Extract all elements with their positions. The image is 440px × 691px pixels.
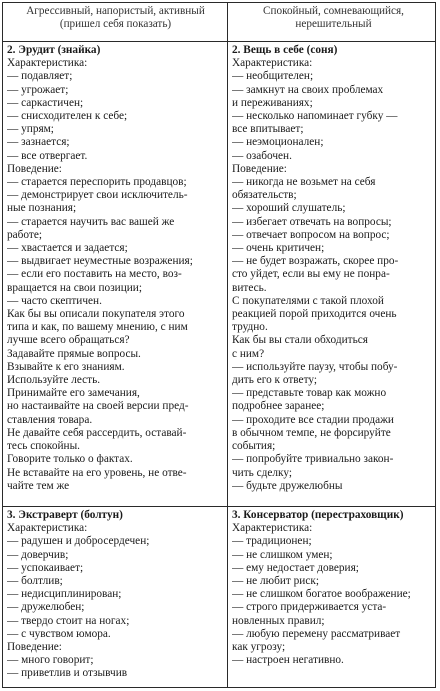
text-line: — озабочен. [232, 149, 292, 162]
text-line: сто уйдет, если вы ему не понра- [232, 268, 390, 281]
text-line: — любую перемену рассматривает [232, 627, 401, 640]
text-line: обязательств; [232, 189, 297, 202]
header-left-line: Агрессивный, напористый, активный [26, 5, 205, 17]
text-line: — ему недостает доверия; [232, 561, 359, 574]
text-line: — не будет возражать, скорее про- [232, 255, 399, 268]
header-right-line: Спокойный, сомневающийся, [263, 5, 404, 17]
text-line: С покупателями с такой плохой [232, 294, 384, 307]
text-line: как угрозу; [232, 641, 286, 654]
text-line: Характеристика: [232, 522, 313, 535]
text-line: трудно. [232, 321, 268, 334]
text-line: — демонстрирует свои исключитель- [7, 189, 188, 202]
section-3-left [7, 509, 224, 681]
text-line: — упрям; [7, 123, 54, 136]
text-line: — дружелюбен; [7, 601, 85, 614]
text-line: — настроен негативно. [232, 654, 344, 667]
text-line: — неэмоционален; [232, 136, 324, 149]
section-title: 3. Консерватор (перестраховщик) [232, 509, 404, 521]
text-line: в обычном темпе, не форсируйте [232, 426, 391, 439]
text-line: — старается научить вас вашей же [7, 215, 175, 228]
section-2-right [232, 44, 435, 493]
header-right [232, 5, 435, 43]
text-line: все впитывает; [232, 123, 304, 136]
text-line: новленных правил; [232, 614, 325, 627]
text-line: — не любит риск; [232, 575, 319, 588]
text-line: типа и как, по вашему мнению, с ним [7, 321, 188, 334]
text-line: Характеристика: [232, 57, 313, 70]
text-line: — твердо стоит на ногах; [7, 614, 130, 627]
text-line: Характеристика: [7, 522, 88, 535]
text-line: — приветлив и отзывчив [7, 667, 128, 680]
header-left-line: (пришел себя показать) [59, 18, 172, 30]
text-line: Как бы вы описали покупателя этого [7, 308, 185, 321]
section-divider [3, 506, 435, 507]
text-line: — зазнается; [7, 136, 70, 149]
text-line: — подавляет; [7, 70, 73, 83]
text-line: — избегает отвечать на вопросы; [232, 215, 392, 228]
document-table [2, 2, 436, 688]
text-line: — радушен и добросердечен; [7, 535, 150, 548]
text-line: — используйте паузу, чтобы побу- [232, 360, 398, 373]
text-line: — если его поставить на место, воз- [7, 268, 182, 281]
text-line: — не слишком умен; [232, 548, 333, 561]
header-left [7, 5, 224, 43]
text-line: реакцией порой приходится очень [232, 308, 397, 321]
text-line: и переживаниях; [232, 96, 313, 109]
text-line: — проходите все стадии продажи [232, 413, 394, 426]
text-line: — саркастичен; [7, 96, 84, 109]
text-line: Характеристика: [7, 57, 88, 70]
text-line: Задавайте прямые вопросы. [7, 347, 141, 360]
text-line: ные познания; [7, 202, 77, 215]
text-line: — необщителен; [232, 70, 314, 83]
text-line: с ним? [232, 347, 265, 360]
text-line: витесь. [232, 281, 267, 294]
text-line: чайте тем же [7, 479, 70, 492]
section-title: 2. Эрудит (знайка) [7, 44, 101, 56]
text-line: Не давайте себя рассердить, оставай- [7, 426, 187, 439]
text-line: — несколько напоминает губку — [232, 110, 398, 123]
section-title: 3. Экстраверт (болтун) [7, 509, 123, 521]
text-line: — будьте дружелюбны [232, 479, 343, 492]
text-line: тесь спокойны. [7, 440, 80, 453]
text-line: Не вставайте на его уровень, не отве- [7, 466, 187, 479]
text-line: — все отвергает. [7, 149, 88, 162]
section-title: 2. Вещь в себе (соня) [232, 44, 338, 56]
text-line: Принимайте его замечания, [7, 387, 140, 400]
text-line: — хороший слушатель; [232, 202, 346, 215]
header-right-line: нерешительный [295, 18, 372, 30]
text-line: Поведение: [232, 162, 287, 175]
text-line: лучше всего обращаться? [7, 334, 130, 347]
text-line: — попробуйте тривиально закон- [232, 453, 394, 466]
text-line: — строго придерживается уста- [232, 601, 387, 614]
text-line: — хвастается и задается; [7, 242, 128, 255]
text-line: Поведение: [7, 162, 62, 175]
section-2-left [7, 44, 224, 493]
text-line: — недисциплинирован; [7, 588, 122, 601]
text-line: — не слишком богатое воображение; [232, 588, 411, 601]
text-line: — болтлив; [7, 575, 63, 588]
text-line: Как бы вы стали обходиться [232, 334, 368, 347]
text-line: — замкнут на своих проблемах [232, 83, 384, 96]
text-line: ставления товара. [7, 413, 93, 426]
text-line: — отвечает вопросом на вопрос; [232, 228, 390, 241]
text-line: — снисходителен к себе; [7, 110, 128, 123]
text-line: — угрожает; [7, 83, 69, 96]
text-line: — традиционен; [232, 535, 312, 548]
section-3-right [232, 509, 435, 667]
text-line: Поведение: [7, 641, 62, 654]
text-line: Говорите только о фактах. [7, 453, 133, 466]
column-divider [227, 3, 228, 687]
text-line: — успокаивает; [7, 561, 84, 574]
text-line: — очень критичен; [232, 242, 325, 255]
text-line: — с чувством юмора. [7, 627, 111, 640]
text-line: — старается переспорить продавцов; [7, 176, 187, 189]
text-line: Используйте лесть. [7, 374, 101, 387]
text-line: — никогда не возьмет на себя [232, 176, 376, 189]
text-line: но настаивайте на своей версии пред- [7, 400, 189, 413]
text-line: — доверчив; [7, 548, 69, 561]
text-line: подробнее заранее; [232, 400, 325, 413]
text-line: события; [232, 440, 276, 453]
text-line: чить сделку; [232, 466, 293, 479]
text-line: — представьте товар как можно [232, 387, 387, 400]
text-line: — много говорит; [7, 654, 94, 667]
text-line: — выдвигает неуместные возражения; [7, 255, 193, 268]
text-line: — часто скептичен. [7, 294, 102, 307]
text-line: Взывайте к его знаниям. [7, 360, 125, 373]
text-line: дить его к ответу; [232, 374, 318, 387]
text-line: работе; [7, 228, 42, 241]
text-line: вращается на свои позиции; [7, 281, 142, 294]
